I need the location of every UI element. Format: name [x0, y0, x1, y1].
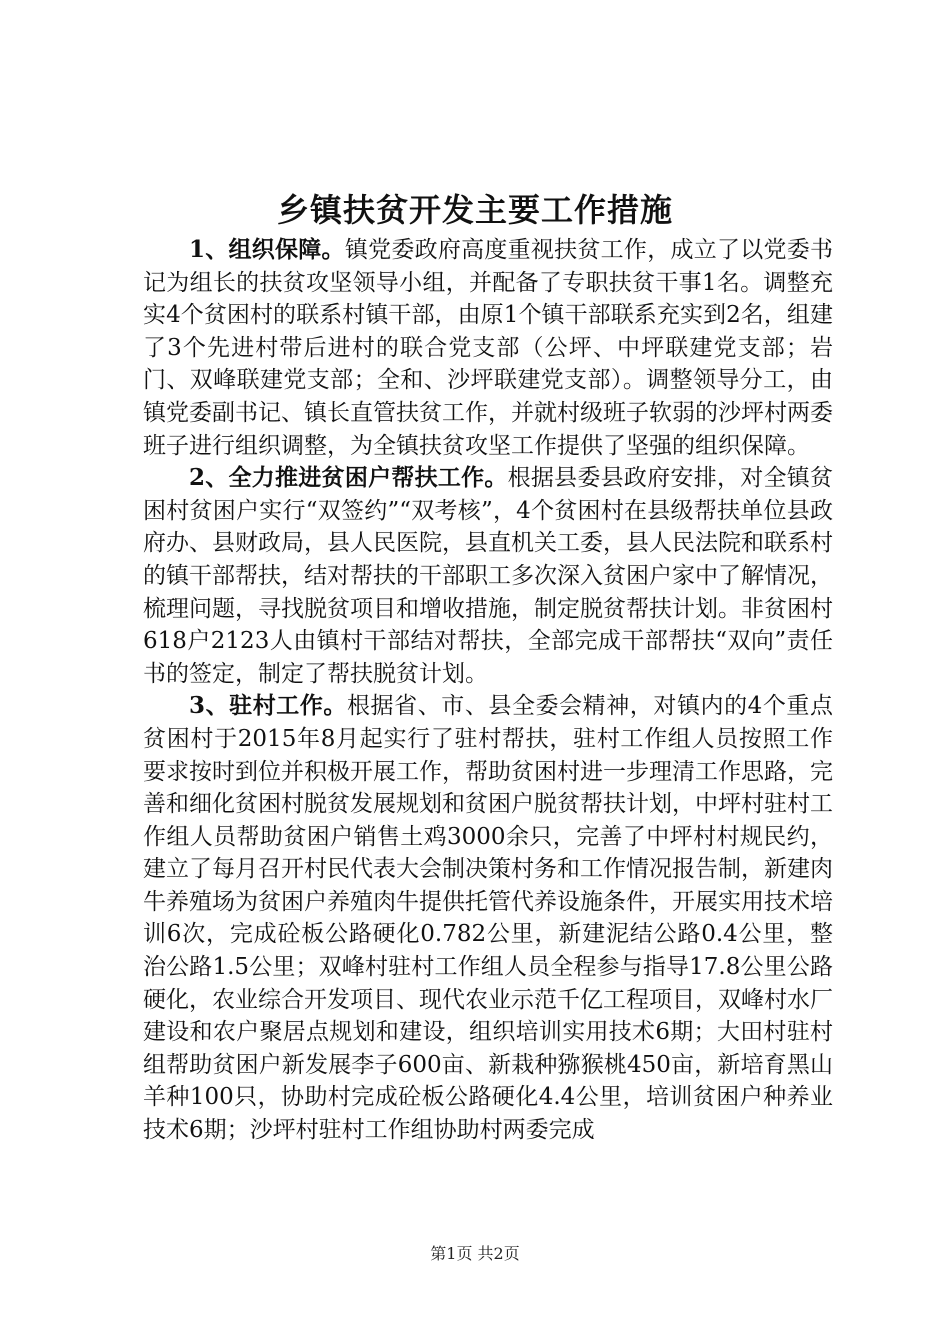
paragraph-organization [143, 234, 833, 462]
paragraph-text: 根据省、市、县全委会精神，对镇内的4个重点贫困村于2015年8月起实行了驻村帮扶，驻村工作组人员按照工作要求按时到位并积极开展工作，帮助贫困村进一步理清工作思路，完善和细化贫困村脱贫发展规划和贫困户脱贫帮扶计划，中坪村驻村工作组人员帮助贫困户销售土鸡3000余只，完善了中坪村村规民约，建立了每月召开村民代表大会制决策村务和工作情况报告制，新建肉牛养殖场为贫困户养殖肉牛提供托管代养设施条件，开展实用技术培训6次，完成砼板公路硬化0.782公里，新建泥结公路0.4公里，整治公路1.5公里；双峰村驻村工作组人员全程参与指导17.8公里公路硬化，农业综合开发项目、现代农业示范千亿工程项目，双峰村水厂建设和农户聚居点规划和建设，组织培训实用技术6期；大田村驻村组帮助贫困户新发展李子600亩、新栽种猕猴桃450亩，新培育黑山羊种100只，协助村完成砼板公路硬化4.4公里，培训贫困户种养业技术6期；沙坪村驻村工作组协助村两委完成 [143, 693, 833, 1144]
paragraph-heading: 3、驻村工作。 [189, 692, 347, 720]
paragraph-text: 根据县委县政府安排，对全镇贫困村贫困户实行“双签约”“双考核”，4个贫困村在县级帮扶单位县政府办、县财政局，县人民医院，县直机关工委，县人民法院和联系村的镇干部帮扶，结对帮扶的干部职工多次深入贫困户家中了解情况，梳理问题，寻找脱贫项目和增收措施，制定脱贫帮扶计划。非贫困村618户2123人由镇村干部结对帮扶，全部完成干部帮扶“双向”责任书的签定，制定了帮扶脱贫计划。 [143, 465, 833, 687]
paragraph-poverty-assistance [143, 462, 833, 690]
document-title: 乡镇扶贫开发主要工作措施 [276, 191, 673, 229]
document-body [143, 234, 833, 1147]
page-number-footer: 第1页 共2页 [430, 1244, 520, 1263]
paragraph-text: 镇党委政府高度重视扶贫工作，成立了以党委书记为组长的扶贫攻坚领导小组，并配备了专职扶贫干事1名。调整充实4个贫困村的联系村镇干部，由原1个镇干部联系充实到2名，组建了3个先进村带后进村的联合党支部（公坪、中坪联建党支部；岩门、双峰联建党支部；全和、沙坪联建党支部）。调整领导分工，由镇党委副书记、镇长直管扶贫工作，并就村级班子软弱的沙坪村两委班子进行组织调整，为全镇扶贫攻坚工作提供了坚强的组织保障。 [143, 237, 834, 459]
paragraph-village-work [143, 690, 833, 1146]
paragraph-heading: 2、全力推进贫困户帮扶工作。 [189, 464, 508, 492]
paragraph-heading: 1、组织保障。 [189, 236, 345, 263]
